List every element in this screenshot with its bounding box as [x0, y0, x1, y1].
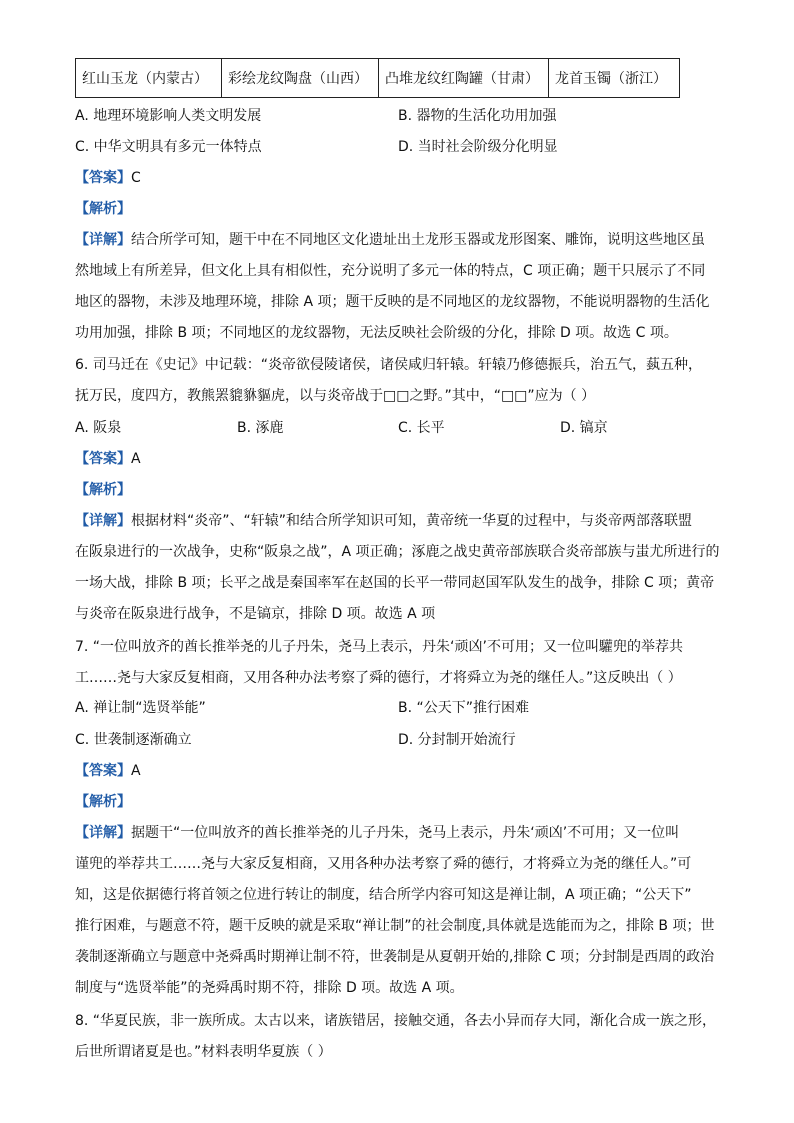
analysis-label: 【解析】 [75, 201, 131, 217]
detail-label: 【详解】 [75, 825, 131, 841]
q5-option-a: A. 地理环境影响人类文明发展 [75, 108, 262, 124]
q7-stem [75, 632, 725, 694]
detail-line: 【详解】根据材料“炎帝”、“轩辕”和结合所学知识可知，黄帝统一华夏的过程中，与炎帝两部落联盟 [75, 513, 693, 529]
detail-line: 制度与“选贤举能”的尧舜禹时期不符，排除 D 项。故选 A 项。 [75, 980, 464, 996]
detail-line: 【详解】结合所学可知，题干中在不同地区文化遗址出土龙形玉器或龙形图案、雕饰，说明这些地区虽 [75, 232, 705, 248]
stem-line: 工……尧与大家反复相商，又用各种办法考察了舜的德行，才将舜立为尧的继任人。”这反映出（ ） [75, 670, 682, 686]
answer-label: 【答案】 [75, 170, 131, 186]
answer-value: A [131, 451, 141, 467]
stem-line: 后世所谓诸夏是也。”材料表明华夏族（ ） [75, 1044, 332, 1060]
stem-line: 7. “一位叫放齐的酋长推举尧的儿子丹朱，尧马上表示，丹朱‘顽凶’不可用；又一位叫驩兜的举荐共 [75, 639, 683, 655]
table-cell: 凸堆龙纹红陶罐（甘肃） [379, 59, 549, 98]
q7-detail [75, 818, 725, 1004]
stem-line: 6. 司马迁在《史记》中记载：“炎帝欲侵陵诸侯，诸侯咸归轩辕。轩辕乃修德振兵，治五气，蓺五种， [75, 357, 703, 373]
detail-line: 一场大战，排除 B 项；长平之战是秦国率军在赵国的长平一带同赵国军队发生的战争，排除 C 项；黄帝 [75, 575, 715, 591]
q5-option-b: B. 器物的生活化功用加强 [398, 108, 557, 124]
stem-line: 抚万民，度四方，教熊罴貔貅貙虎，以与炎帝战于□□之野。”其中，“□□”应为（ ） [75, 388, 596, 404]
q8-stem [75, 1006, 725, 1068]
q5-analysis-label [75, 199, 131, 219]
detail-label: 【详解】 [75, 232, 131, 248]
q6-answer [75, 449, 141, 469]
artifact-table [75, 58, 680, 98]
q5-option-d: D. 当时社会阶级分化明显 [398, 139, 558, 155]
answer-label: 【答案】 [75, 763, 131, 779]
detail-line: 谨兜的举荐共工……尧与大家反复相商，又用各种办法考察了舜的德行，才将舜立为尧的继任人。”可 [75, 856, 692, 872]
q6-detail [75, 506, 725, 630]
q6-stem [75, 350, 725, 412]
q5-answer [75, 168, 141, 188]
q6-option-c: C. 长平 [398, 420, 445, 436]
analysis-label: 【解析】 [75, 482, 131, 498]
table-cell: 红山玉龙（内蒙古） [76, 59, 222, 98]
answer-value: C [131, 170, 141, 186]
detail-label: 【详解】 [75, 513, 131, 529]
q7-option-c: C. 世袭制逐渐确立 [75, 732, 192, 748]
detail-line: 功用加强，排除 B 项；不同地区的龙纹器物，无法反映社会阶级的分化，排除 D 项。故选 C 项。 [75, 325, 678, 341]
q7-analysis-label [75, 792, 131, 812]
q5-detail [75, 225, 725, 349]
q6-option-d: D. 镐京 [560, 420, 608, 436]
detail-line: 袭制逐渐确立与题意中尧舜禹时期禅让制不符，世袭制是从夏朝开始的,排除 C 项；分封制是西周的政治 [75, 949, 715, 965]
detail-line: 与炎帝在阪泉进行战争，不是镐京，排除 D 项。故选 A 项 [75, 606, 436, 622]
detail-line: 然地域上有所差异，但文化上具有相似性，充分说明了多元一体的特点，C 项正确；题干只展示了不同 [75, 263, 706, 279]
answer-label: 【答案】 [75, 451, 131, 467]
q7-option-d: D. 分封制开始流行 [398, 732, 516, 748]
q6-analysis-label [75, 480, 131, 500]
table-cell: 彩绘龙纹陶盘（山西） [222, 59, 379, 98]
q6-option-b: B. 涿鹿 [237, 420, 284, 436]
answer-value: A [131, 763, 141, 779]
q6-option-a: A. 阪泉 [75, 420, 122, 436]
q7-option-a: A. 禅让制“选贤举能” [75, 700, 206, 716]
detail-line: 知，这是依据德行将首领之位进行转让的制度，结合所学内容可知这是禅让制，A 项正确；“公天下” [75, 887, 692, 903]
detail-line: 在阪泉进行的一次战争，史称“阪泉之战”，A 项正确；涿鹿之战史黄帝部族联合炎帝部族与蚩尤所进行的 [75, 544, 720, 560]
table-row [76, 59, 680, 98]
q7-answer [75, 761, 141, 781]
detail-line: 推行困难，与题意不符，题干反映的就是采取“禅让制”的社会制度,具体就是选能而为之，排除 B 项；世 [75, 918, 715, 934]
table-cell: 龙首玉镯（浙江） [549, 59, 680, 98]
analysis-label: 【解析】 [75, 794, 131, 810]
stem-line: 8. “华夏民族，非一族所成。太古以来，诸族错居，接触交通，各去小异而存大同，渐化合成一族之形， [75, 1013, 717, 1029]
detail-line: 地区的器物，未涉及地理环境，排除 A 项；题干反映的是不同地区的龙纹器物，不能说明器物的生活化 [75, 294, 710, 310]
detail-line: 【详解】据题干“一位叫放齐的酋长推举尧的儿子丹朱，尧马上表示，丹朱‘顽凶’不可用；又一位叫 [75, 825, 680, 841]
q5-option-c: C. 中华文明具有多元一体特点 [75, 139, 262, 155]
q7-option-b: B. “公天下”推行困难 [398, 700, 530, 716]
